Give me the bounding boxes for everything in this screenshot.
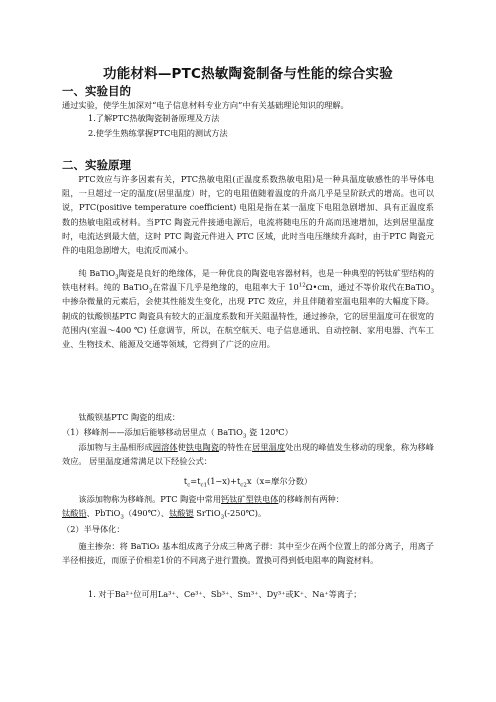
donor-doping-paragraph: 施主掺杂：将 BaTiO₃ 基本组成离子分成三种离子群：其中至少在两个位置上的部分离子，用离子半径相接近，而原子价相差1价的不同离子进行置换。置换可得到低电阻率的陶瓷材料。 bbox=[62, 541, 434, 566]
principle-paragraph-2: 纯 BaTiO$_3$陶瓷是良好的绝缘体，是一种优良的陶瓷电容器材料，也是一种典型的钙钛矿型结构的铁电材料。纯的 BaTiO$_3$在常温下几乎是绝缘的，电阻率大于 $10^{12}\Omega•cm$，通过不等价取代在BaTiO$_3$中掺杂微量的元素后，会使其性能发生变化，出现 PTC 效应，并且伴随着室温电阻率的大幅度下降。制成的钛酸钡基PTC 陶瓷具有较大的正温度系数和开关阻温特性，通过掺杂，它的居里温度可在很宽的范围内(室温～400 ℃) 任意调节，所以，在航空航天、电子信息通讯、自动控制、家用电器、汽车工业、生物技术、能源及交通等领域，它得到了广泛的应用。 bbox=[62, 268, 434, 350]
doping-item-1: 1. 对于Ba²⁺位可用La³⁺、Ce³⁺、Sb³⁺、Sm³⁺、Dy³⁺或K⁺、Na⁺等离子； bbox=[88, 589, 362, 599]
composition-intro: 钛酸钡基PTC 陶瓷的组成： bbox=[78, 412, 181, 422]
shifter-paragraph: 添加物与主晶相形成固溶体使铁电陶瓷的特性在居里温度处出现的峰值发生移动的现象，称为移峰效应。 居里温度通常满足以下经验公式： bbox=[62, 442, 434, 467]
purpose-item-1: 1.了解PTC热敏陶瓷制备原理及方法 bbox=[88, 113, 220, 123]
document-title: 功能材料—PTC热敏陶瓷制备与性能的综合实验 bbox=[103, 66, 393, 82]
list-item-shifter: （1）移峰剂——添加后能够移动居里点（ BaTiO$_3$ 瓷 120℃） bbox=[62, 427, 293, 440]
section-heading-purpose: 一、实验目的 bbox=[62, 84, 131, 98]
purpose-item-2: 2.使学生熟练掌握PTC电阻的测试方法 bbox=[88, 128, 228, 138]
curie-formula: $t_c=t_{c1}(1-x)+t_{c2}x(x=$摩尔分数） bbox=[183, 476, 313, 489]
section-heading-principle: 二、实验原理 bbox=[62, 158, 131, 172]
purpose-intro: 通过实验，使学生加深对“电子信息材料专业方向”中有关基础理论知识的理解。 bbox=[62, 100, 349, 110]
principle-paragraph-1: PTC效应与许多因素有关，PTC热敏电阻(正温度系数热敏电阻)是一种具温度敏感性的半导体电阻，一旦超过一定的温度(居里温度）时，它的电阻值随着温度的升高几乎是呈阶跃式的增高。也可以说，PTC(positive temperature coefficient) 电阻是指在某一温度下电阻急剧增加、具有正温度系数的热敏电阻或材料。当PTC 陶瓷元件接通电源后，电流将随电压的升高而迅速增加，达到居里温度时，电流达到最大值，这时 PTC 陶瓷元件进入 PTC 区域，此时当电压继续升高时，由于PTC 陶瓷元件的电阻急剧增大，电流反而减小。 bbox=[62, 174, 434, 256]
shifter-agents-paragraph: 该添加物称为移峰剂。PTC 陶瓷中常用钙钛矿型铁电体的移峰剂有两种： bbox=[78, 494, 344, 504]
shifter-agents-list: 钛酸铅、PbTiO$_3$（490℃）、钛酸锶 SrTiO$_3$(-250℃)。 bbox=[62, 508, 267, 521]
list-item-semiconduction: （2）半导体化： bbox=[62, 524, 125, 534]
